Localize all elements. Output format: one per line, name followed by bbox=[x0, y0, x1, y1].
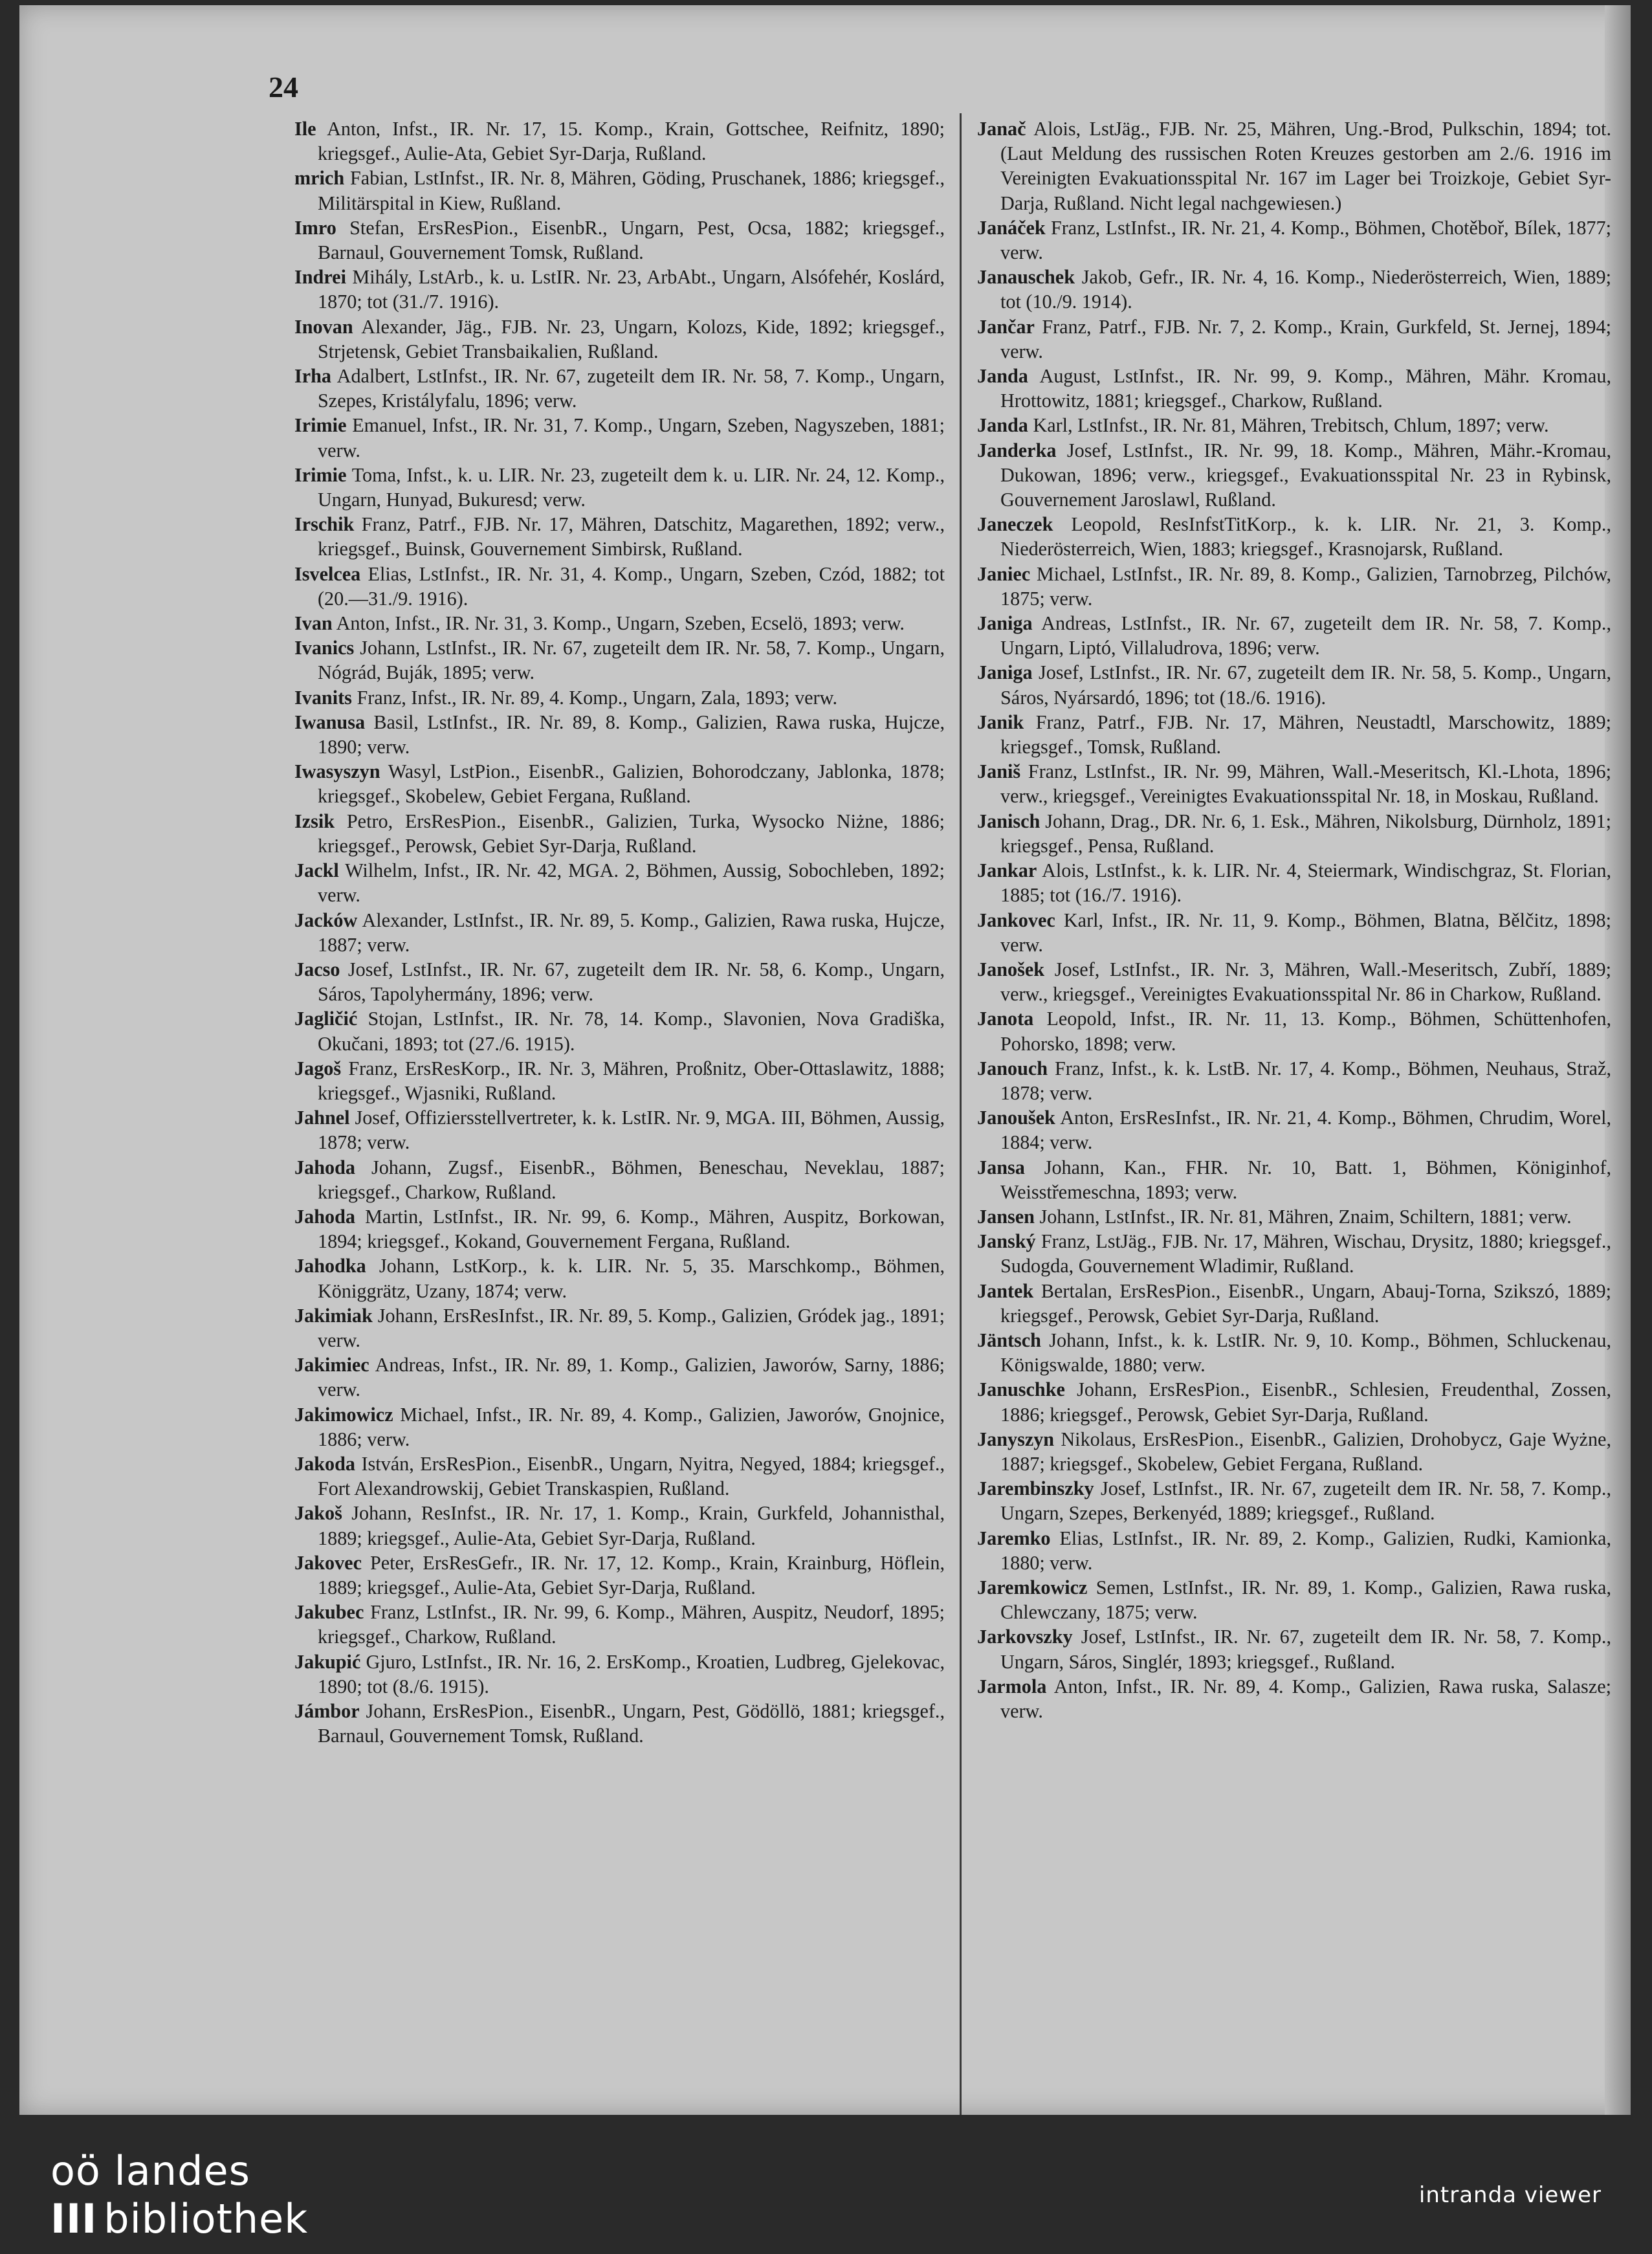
entry-surname: Jakimowicz bbox=[294, 1403, 393, 1426]
register-entry bbox=[294, 1105, 945, 1155]
entry-details: Martin, LstInfst., IR. Nr. 99, 6. Komp., Mähren, Auspitz, Borkowan, 1894; kriegsgef., Kokand, Gouvernement Fergana, Rußland. bbox=[318, 1205, 945, 1253]
entry-details: Bertalan, ErsResPion., EisenbR., Ungarn, Abauj-Torna, Szikszó, 1889; kriegsgef., Perowsk, Gebiet Syr-Darja, Rußland. bbox=[1000, 1279, 1611, 1327]
entry-details: Wilhelm, Infst., IR. Nr. 42, MGA. 2, Böhmen, Aussig, Sobochleben, 1892; verw. bbox=[318, 859, 945, 907]
register-entry bbox=[977, 512, 1611, 561]
entry-details: Johann, Kan., FHR. Nr. 10, Batt. 1, Böhmen, Königinhof, Weisstřemeschna, 1893; verw. bbox=[1000, 1156, 1611, 1203]
right-column bbox=[977, 116, 1611, 1723]
register-entry bbox=[294, 759, 945, 808]
register-entry bbox=[294, 1254, 945, 1303]
register-entry bbox=[294, 908, 945, 957]
register-entry bbox=[294, 215, 945, 265]
entry-surname: Ivanics bbox=[294, 637, 355, 659]
entry-details: Toma, Infst., k. u. LIR. Nr. 23, zugeteilt dem k. u. LIR. Nr. 24, 12. Komp., Ungarn, Hunyad, Bukuresd; verw. bbox=[318, 463, 945, 511]
entry-surname: Janik bbox=[977, 711, 1024, 733]
register-entry bbox=[977, 660, 1611, 709]
left-column bbox=[294, 116, 945, 1748]
entry-details: Franz, Infst., k. k. LstB. Nr. 17, 4. Komp., Böhmen, Neuhaus, Straž, 1878; verw. bbox=[1000, 1057, 1611, 1104]
entry-details: Johann, Infst., k. k. LstIR. Nr. 9, 10. Komp., Böhmen, Schluckenau, Königswalde, 1880; verw. bbox=[1000, 1329, 1611, 1376]
register-entry bbox=[977, 1105, 1611, 1155]
entry-details: Josef, LstInfst., IR. Nr. 99, 18. Komp., Mähren, Mähr.-Kromau, Dukowan, 1896; verw., kriegsgef., Evakuationsspital Nr. 23 in Rybinsk, Gouvernement Jaroslawl, Rußland. bbox=[1000, 439, 1611, 511]
entry-surname: Jakoš bbox=[294, 1502, 342, 1525]
entry-surname: Jarkovszky bbox=[977, 1626, 1073, 1648]
register-entry bbox=[977, 858, 1611, 907]
entry-surname: Janiec bbox=[977, 562, 1031, 585]
register-entry bbox=[977, 1204, 1611, 1229]
register-entry bbox=[977, 1328, 1611, 1377]
entry-details: Alexander, LstInfst., IR. Nr. 89, 5. Komp., Galizien, Rawa ruska, Hujcze, 1887; verw. bbox=[318, 909, 945, 956]
register-entry bbox=[294, 265, 945, 314]
register-entry bbox=[977, 215, 1611, 265]
register-entry bbox=[977, 1229, 1611, 1278]
register-entry bbox=[294, 166, 945, 215]
register-entry bbox=[294, 413, 945, 462]
entry-details: Gjuro, LstInfst., IR. Nr. 16, 2. ErsKomp., Kroatien, Ludbreg, Gjelekovac, 1890; tot (8./6. 1915). bbox=[318, 1650, 945, 1697]
register-entry bbox=[294, 1006, 945, 1055]
register-entry bbox=[294, 1650, 945, 1699]
register-entry bbox=[977, 809, 1611, 858]
entry-details: Josef, LstInfst., IR. Nr. 3, Mähren, Wall.-Meseritsch, Zubří, 1889; verw., kriegsgef., Vereinigtes Evakuationsspital Nr. 86 in Charkow, Rußland. bbox=[1000, 958, 1611, 1006]
entry-surname: Janauschek bbox=[977, 266, 1075, 289]
library-logo-line2 bbox=[50, 2195, 308, 2242]
register-entry bbox=[294, 364, 945, 413]
entry-surname: Jahoda bbox=[294, 1205, 355, 1228]
entry-surname: Jacso bbox=[294, 958, 340, 980]
entry-surname: Jankovec bbox=[977, 909, 1055, 931]
register-entry bbox=[977, 265, 1611, 314]
entry-details: Stojan, LstInfst., IR. Nr. 78, 14. Komp., Slavonien, Nova Gradiška, Okučani, 1893; tot (27./6. 1915). bbox=[318, 1008, 945, 1055]
entry-details: Josef, LstInfst., IR. Nr. 67, zugeteilt dem IR. Nr. 58, 5. Komp., Ungarn, Sáros, Nyársardó, 1896; tot (18./6. 1916). bbox=[1000, 661, 1611, 709]
entry-details: Leopold, ResInfstTitKorp., k. k. LIR. Nr. 21, 3. Komp., Niederösterreich, Wien, 1883; kriegsgef., Krasnojarsk, Rußland. bbox=[1000, 513, 1611, 560]
entry-details: Franz, LstInfst., IR. Nr. 21, 4. Komp., Böhmen, Chotěboř, Bílek, 1877; verw. bbox=[1000, 216, 1611, 264]
entry-surname: Jacków bbox=[294, 909, 358, 931]
entry-details: Josef, LstInfst., IR. Nr. 67, zugeteilt dem IR. Nr. 58, 7. Komp., Ungarn, Sáros, Singlér, 1893; kriegsgef., Rußland. bbox=[1000, 1626, 1611, 1673]
entry-surname: Janota bbox=[977, 1008, 1034, 1030]
entry-details: Johann, LstKorp., k. k. LIR. Nr. 5, 35. Marschkomp., Böhmen, Königgrätz, Uzany, 1874; verw. bbox=[318, 1255, 945, 1302]
register-entry bbox=[294, 562, 945, 611]
entry-details: Franz, Patrf., FJB. Nr. 17, Mähren, Datschitz, Magarethen, 1892; verw., kriegsgef., Buinsk, Gouvernement Simbirsk, Rußland. bbox=[318, 513, 945, 560]
register-entry bbox=[294, 1155, 945, 1204]
page-number: 24 bbox=[269, 71, 298, 104]
entry-surname: Jahnel bbox=[294, 1107, 350, 1129]
register-entry bbox=[977, 1674, 1611, 1723]
register-entry bbox=[294, 611, 945, 635]
entry-details: Franz, ErsResKorp., IR. Nr. 3, Mähren, Proßnitz, Ober-Ottaslawitz, 1888; kriegsgef., Wjasniki, Rußland. bbox=[318, 1057, 945, 1104]
entry-details: Johann, ResInfst., IR. Nr. 17, 1. Komp., Krain, Gurkfeld, Johannisthal, 1889; kriegsgef., Aulie-Ata, Gebiet Syr-Darja, Rußland. bbox=[318, 1502, 945, 1549]
entry-surname: Jahoda bbox=[294, 1156, 355, 1178]
register-entry bbox=[294, 809, 945, 858]
entry-details: Basil, LstInfst., IR. Nr. 89, 8. Komp., Galizien, Rawa ruska, Hujcze, 1890; verw. bbox=[318, 711, 945, 758]
entry-surname: Janouch bbox=[977, 1057, 1048, 1079]
register-entry bbox=[977, 1155, 1611, 1204]
entry-details: Johann, LstInfst., IR. Nr. 67, zugeteilt dem IR. Nr. 58, 7. Komp., Ungarn, Nógrád, Buják, 1895; verw. bbox=[318, 637, 945, 684]
entry-surname: Janoušek bbox=[977, 1107, 1055, 1129]
entry-details: Johann, ErsResPion., EisenbR., Schlesien, Freudenthal, Zossen, 1886; kriegsgef., Perowsk, Gebiet Syr-Darja, Rußland. bbox=[1000, 1378, 1611, 1426]
entry-surname: Janda bbox=[977, 365, 1028, 388]
entry-details: Mihály, LstArb., k. u. LstIR. Nr. 23, ArbAbt., Ungarn, Alsófehér, Koslárd, 1870; tot (31./7. 1916). bbox=[318, 266, 945, 313]
entry-details: Elias, LstInfst., IR. Nr. 31, 4. Komp., Ungarn, Szeben, Czód, 1882; tot (20.—31./9. 1916). bbox=[318, 562, 945, 610]
entry-surname: Ivanits bbox=[294, 686, 352, 709]
entry-details: Alexander, Jäg., FJB. Nr. 23, Ungarn, Kolozs, Kide, 1892; kriegsgef., Strjetensk, Gebiet Transbaikalien, Rußland. bbox=[318, 315, 945, 362]
entry-surname: Jarembinszky bbox=[977, 1477, 1094, 1500]
entry-surname: Jansen bbox=[977, 1205, 1035, 1228]
entry-details: Michael, Infst., IR. Nr. 89, 4. Komp., Galizien, Jaworów, Gnojnice, 1886; verw. bbox=[318, 1403, 945, 1450]
viewer-label: intranda viewer bbox=[1418, 2182, 1602, 2208]
entry-details: Andreas, Infst., IR. Nr. 89, 1. Komp., Galizien, Jaworów, Sarny, 1886; verw. bbox=[318, 1354, 945, 1401]
entry-surname: Izsik bbox=[294, 810, 335, 832]
entry-details: Nikolaus, ErsResPion., EisenbR., Galizien, Drohobycz, Gaje Wyżne, 1887; kriegsgef., Skobelew, Gebiet Fergana, Rußland. bbox=[1000, 1428, 1611, 1475]
register-entry bbox=[294, 116, 945, 166]
entry-details: Adalbert, LstInfst., IR. Nr. 67, zugeteilt dem IR. Nr. 58, 7. Komp., Ungarn, Szepes, Kristályfalu, 1896; verw. bbox=[318, 365, 945, 412]
entry-details: Josef, Offiziersstellvertreter, k. k. LstIR. Nr. 9, MGA. III, Böhmen, Aussig, 1878; verw. bbox=[318, 1107, 945, 1154]
register-entry bbox=[977, 957, 1611, 1006]
entry-surname: Janošek bbox=[977, 958, 1045, 980]
entry-details: Andreas, LstInfst., IR. Nr. 67, zugeteilt dem IR. Nr. 58, 7. Komp., Ungarn, Liptó, Villaludrova, 1896; verw. bbox=[1000, 612, 1611, 659]
entry-details: Franz, LstJäg., FJB. Nr. 17, Mähren, Wischau, Drysitz, 1880; kriegsgef., Sudogda, Gouvernement Wladimir, Rußland. bbox=[1000, 1230, 1611, 1277]
register-entry bbox=[294, 635, 945, 685]
entry-surname: Jakupić bbox=[294, 1650, 361, 1673]
entry-details: Stefan, ErsResPion., EisenbR., Ungarn, Pest, Ocsa, 1882; kriegsgef., Barnaul, Gouvernement Tomsk, Rußland. bbox=[318, 216, 945, 264]
library-logo-line1: oö landes bbox=[50, 2147, 250, 2194]
entry-surname: Irha bbox=[294, 365, 332, 388]
entry-surname: Jäntsch bbox=[977, 1329, 1041, 1351]
entry-details: Fabian, LstInfst., IR. Nr. 8, Mähren, Göding, Pruschanek, 1886; kriegsgef., Militärspital in Kiew, Rußland. bbox=[318, 167, 945, 214]
entry-surname: Ivan bbox=[294, 612, 333, 635]
entry-details: August, LstInfst., IR. Nr. 99, 9. Komp., Mähren, Mähr. Kromau, Hrottowitz, 1881; kriegsgef., Charkow, Rußland. bbox=[1000, 365, 1611, 412]
entry-surname: Jakovec bbox=[294, 1551, 362, 1574]
entry-surname: Jančar bbox=[977, 315, 1035, 338]
entry-surname: Jahodka bbox=[294, 1255, 366, 1277]
entry-surname: Irimie bbox=[294, 414, 347, 437]
entry-surname: Irimie bbox=[294, 463, 347, 486]
entry-details: Franz, Infst., IR. Nr. 89, 4. Komp., Ungarn, Zala, 1893; verw. bbox=[351, 686, 837, 709]
entry-surname: Janiš bbox=[977, 760, 1021, 783]
entry-details: Jakob, Gefr., IR. Nr. 4, 16. Komp., Niederösterreich, Wien, 1889; tot (10./9. 1914). bbox=[1000, 266, 1611, 313]
entry-details: Wasyl, LstPion., EisenbR., Galizien, Bohorodczany, Jablonka, 1878; kriegsgef., Skobelew, Gebiet Fergana, Rußland. bbox=[318, 760, 945, 808]
register-entry bbox=[294, 957, 945, 1006]
entry-details: Anton, Infst., IR. Nr. 89, 4. Komp., Galizien, Rawa ruska, Salasze; verw. bbox=[1000, 1675, 1611, 1722]
register-entry bbox=[977, 315, 1611, 364]
register-entry bbox=[977, 1575, 1611, 1624]
entry-surname: Janiga bbox=[977, 612, 1033, 635]
register-entry bbox=[977, 611, 1611, 660]
entry-surname: Jankar bbox=[977, 859, 1037, 882]
entry-surname: Jaremkowicz bbox=[977, 1576, 1088, 1598]
register-entry bbox=[977, 364, 1611, 413]
register-entry bbox=[977, 1377, 1611, 1426]
entry-surname: Jansa bbox=[977, 1156, 1025, 1178]
entry-surname: Jackl bbox=[294, 859, 339, 882]
library-logo-word: bibliothek bbox=[104, 2195, 309, 2242]
register-entry bbox=[294, 1303, 945, 1353]
register-entry bbox=[294, 1501, 945, 1550]
entry-surname: Imro bbox=[294, 216, 336, 239]
register-entry bbox=[977, 116, 1611, 215]
entry-surname: Janda bbox=[977, 414, 1028, 437]
entry-details: Emanuel, Infst., IR. Nr. 31, 7. Komp., Ungarn, Szeben, Nagyszeben, 1881; verw. bbox=[318, 414, 945, 461]
register-entry bbox=[977, 1006, 1611, 1055]
register-entry bbox=[294, 1452, 945, 1501]
register-entry bbox=[294, 1699, 945, 1748]
entry-surname: mrich bbox=[294, 167, 345, 190]
entry-details: Elias, LstInfst., IR. Nr. 89, 2. Komp., Galizien, Rudki, Kamionka, 1880; verw. bbox=[1000, 1527, 1611, 1574]
register-entry bbox=[977, 1427, 1611, 1476]
register-entry bbox=[294, 1204, 945, 1254]
entry-details: Anton, Infst., IR. Nr. 17, 15. Komp., Krain, Gottschee, Reifnitz, 1890; kriegsgef., Aulie-Ata, Gebiet Syr-Darja, Rußland. bbox=[316, 118, 945, 165]
entry-surname: Janiga bbox=[977, 661, 1033, 684]
register-entry bbox=[294, 1056, 945, 1105]
entry-surname: Janderka bbox=[977, 439, 1057, 461]
register-entry bbox=[294, 685, 945, 710]
register-entry bbox=[294, 858, 945, 907]
entry-details: Johann, Zugsf., EisenbR., Böhmen, Beneschau, Neveklau, 1887; kriegsgef., Charkow, Rußland. bbox=[318, 1156, 945, 1203]
entry-details: Karl, LstInfst., IR. Nr. 81, Mähren, Trebitsch, Chlum, 1897; verw. bbox=[1028, 414, 1549, 437]
entry-details: Franz, Patrf., FJB. Nr. 7, 2. Komp., Krain, Gurkfeld, St. Jernej, 1894; verw. bbox=[1000, 315, 1611, 362]
entry-surname: Indrei bbox=[294, 266, 346, 289]
entry-surname: Inovan bbox=[294, 315, 353, 338]
entry-details: Johann, ErsResInfst., IR. Nr. 89, 5. Komp., Galizien, Gródek jag., 1891; verw. bbox=[318, 1304, 945, 1351]
entry-surname: Janyszyn bbox=[977, 1428, 1055, 1450]
entry-details: Petro, ErsResPion., EisenbR., Galizien, Turka, Wysocko Niżne, 1886; kriegsgef., Perowsk, Gebiet Syr-Darja, Rußland. bbox=[318, 810, 945, 857]
register-entry bbox=[294, 1353, 945, 1402]
register-entry bbox=[977, 1056, 1611, 1105]
entry-surname: Januschke bbox=[977, 1378, 1065, 1401]
entry-surname: Jakimiak bbox=[294, 1304, 373, 1327]
entry-details: Franz, LstInfst., IR. Nr. 99, Mähren, Wall.-Meseritsch, Kl.-Lhota, 1896; verw., kriegsgef., Vereinigtes Evakuationsspital Nr. 18, in Moskau, Rußland. bbox=[1000, 760, 1611, 808]
entry-surname: Jámbor bbox=[294, 1700, 360, 1722]
entry-surname: Janský bbox=[977, 1230, 1036, 1253]
entry-surname: Janeczek bbox=[977, 513, 1053, 536]
register-entry bbox=[977, 438, 1611, 513]
register-entry bbox=[977, 562, 1611, 611]
register-entry bbox=[294, 1551, 945, 1600]
entry-details: Josef, LstInfst., IR. Nr. 67, zugeteilt dem IR. Nr. 58, 6. Komp., Ungarn, Sáros, Tapolyhermány, 1896; verw. bbox=[318, 958, 945, 1006]
entry-details: Anton, Infst., IR. Nr. 31, 3. Komp., Ungarn, Szeben, Ecselö, 1893; verw. bbox=[332, 612, 905, 635]
register-entry bbox=[977, 1279, 1611, 1328]
entry-details: Johann, LstInfst., IR. Nr. 81, Mähren, Znaim, Schiltern, 1881; verw. bbox=[1034, 1205, 1572, 1228]
entry-details: Peter, ErsResGefr., IR. Nr. 17, 12. Komp., Krain, Krainburg, Höflein, 1889; kriegsgef., Aulie-Ata, Gebiet Syr-Darja, Rußland. bbox=[318, 1551, 945, 1598]
register-entry bbox=[977, 1476, 1611, 1525]
entry-details: Leopold, Infst., IR. Nr. 11, 13. Komp., Böhmen, Schüttenhofen, Pohorsko, 1898; verw. bbox=[1000, 1008, 1611, 1055]
register-entry bbox=[977, 1526, 1611, 1575]
register-entry bbox=[294, 315, 945, 364]
entry-details: Johann, ErsResPion., EisenbR., Ungarn, Pest, Gödöllö, 1881; kriegsgef., Barnaul, Gouvernement Tomsk, Rußland. bbox=[318, 1700, 945, 1747]
register-entry bbox=[977, 710, 1611, 759]
entry-details: Franz, Patrf., FJB. Nr. 17, Mähren, Neustadtl, Marschowitz, 1889; kriegsgef., Tomsk, Rußland. bbox=[1000, 711, 1611, 758]
entry-surname: Jantek bbox=[977, 1279, 1034, 1302]
register-entry bbox=[294, 710, 945, 759]
entry-surname: Jakimiec bbox=[294, 1354, 369, 1376]
register-entry bbox=[294, 1402, 945, 1452]
entry-surname: Isvelcea bbox=[294, 562, 361, 585]
entry-surname: Janáček bbox=[977, 216, 1046, 239]
entry-surname: Jakubec bbox=[294, 1601, 364, 1624]
entry-surname: Janisch bbox=[977, 810, 1041, 832]
entry-details: Semen, LstInfst., IR. Nr. 89, 1. Komp., Galizien, Rawa ruska, Chlewczany, 1875; verw. bbox=[1000, 1576, 1611, 1624]
entry-surname: Irschik bbox=[294, 513, 355, 536]
entry-details: Josef, LstInfst., IR. Nr. 67, zugeteilt dem IR. Nr. 58, 7. Komp., Ungarn, Szepes, Berkenyéd, 1889; kriegsgef., Rußland. bbox=[1000, 1477, 1611, 1525]
entry-surname: Jagličić bbox=[294, 1008, 358, 1030]
register-entry bbox=[294, 512, 945, 561]
entry-surname: Iwanusa bbox=[294, 711, 366, 733]
entry-details: István, ErsResPion., EisenbR., Ungarn, Nyitra, Negyed, 1884; kriegsgef., Fort Alexandrowskij, Gebiet Transkaspien, Rußland. bbox=[318, 1452, 945, 1500]
entry-details: Anton, ErsResInfst., IR. Nr. 21, 4. Komp., Böhmen, Chrudim, Worel, 1884; verw. bbox=[1000, 1107, 1611, 1154]
register-entry bbox=[294, 463, 945, 512]
entry-details: Alois, LstInfst., k. k. LIR. Nr. 4, Steiermark, Windischgraz, St. Florian, 1885; tot (16./7. 1916). bbox=[1000, 859, 1611, 907]
entry-surname: Janač bbox=[977, 118, 1026, 140]
entry-surname: Jakoda bbox=[294, 1452, 355, 1475]
register-entry bbox=[294, 1600, 945, 1649]
entry-surname: Jaremko bbox=[977, 1527, 1051, 1549]
logo-bars-icon: III bbox=[50, 2195, 98, 2242]
entry-details: Franz, LstInfst., IR. Nr. 99, 6. Komp., Mähren, Auspitz, Neudorf, 1895; kriegsgef., Charkow, Rußland. bbox=[318, 1601, 945, 1648]
entry-details: Michael, LstInfst., IR. Nr. 89, 8. Komp., Galizien, Tarnobrzeg, Pilchów, 1875; verw. bbox=[1000, 562, 1611, 610]
register-entry bbox=[977, 1624, 1611, 1674]
entry-surname: Ile bbox=[294, 118, 316, 140]
register-entry bbox=[977, 413, 1611, 437]
entry-details: Alois, LstJäg., FJB. Nr. 25, Mähren, Ung.-Brod, Pulkschin, 1894; tot. (Laut Meldung des russischen Roten Kreuzes gestorben am 2./6. 1916 im Vereinigten Evakuationsspital Nr. 167 im Lager bei Troizkoje, Gebiet Syr-Darja, Rußland. Nicht legal nachgewiesen.) bbox=[1000, 118, 1611, 214]
entry-details: Karl, Infst., IR. Nr. 11, 9. Komp., Böhmen, Blatna, Bělčitz, 1898; verw. bbox=[1000, 909, 1611, 956]
entry-details: Johann, Drag., DR. Nr. 6, 1. Esk., Mähren, Nikolsburg, Dürnholz, 1891; kriegsgef., Pensa, Rußland. bbox=[1000, 810, 1611, 857]
entry-surname: Jarmola bbox=[977, 1675, 1047, 1697]
register-entry bbox=[977, 759, 1611, 808]
column-divider bbox=[960, 113, 962, 2145]
entry-surname: Jagoš bbox=[294, 1057, 342, 1079]
register-entry bbox=[977, 908, 1611, 957]
entry-surname: Iwasyszyn bbox=[294, 760, 380, 783]
